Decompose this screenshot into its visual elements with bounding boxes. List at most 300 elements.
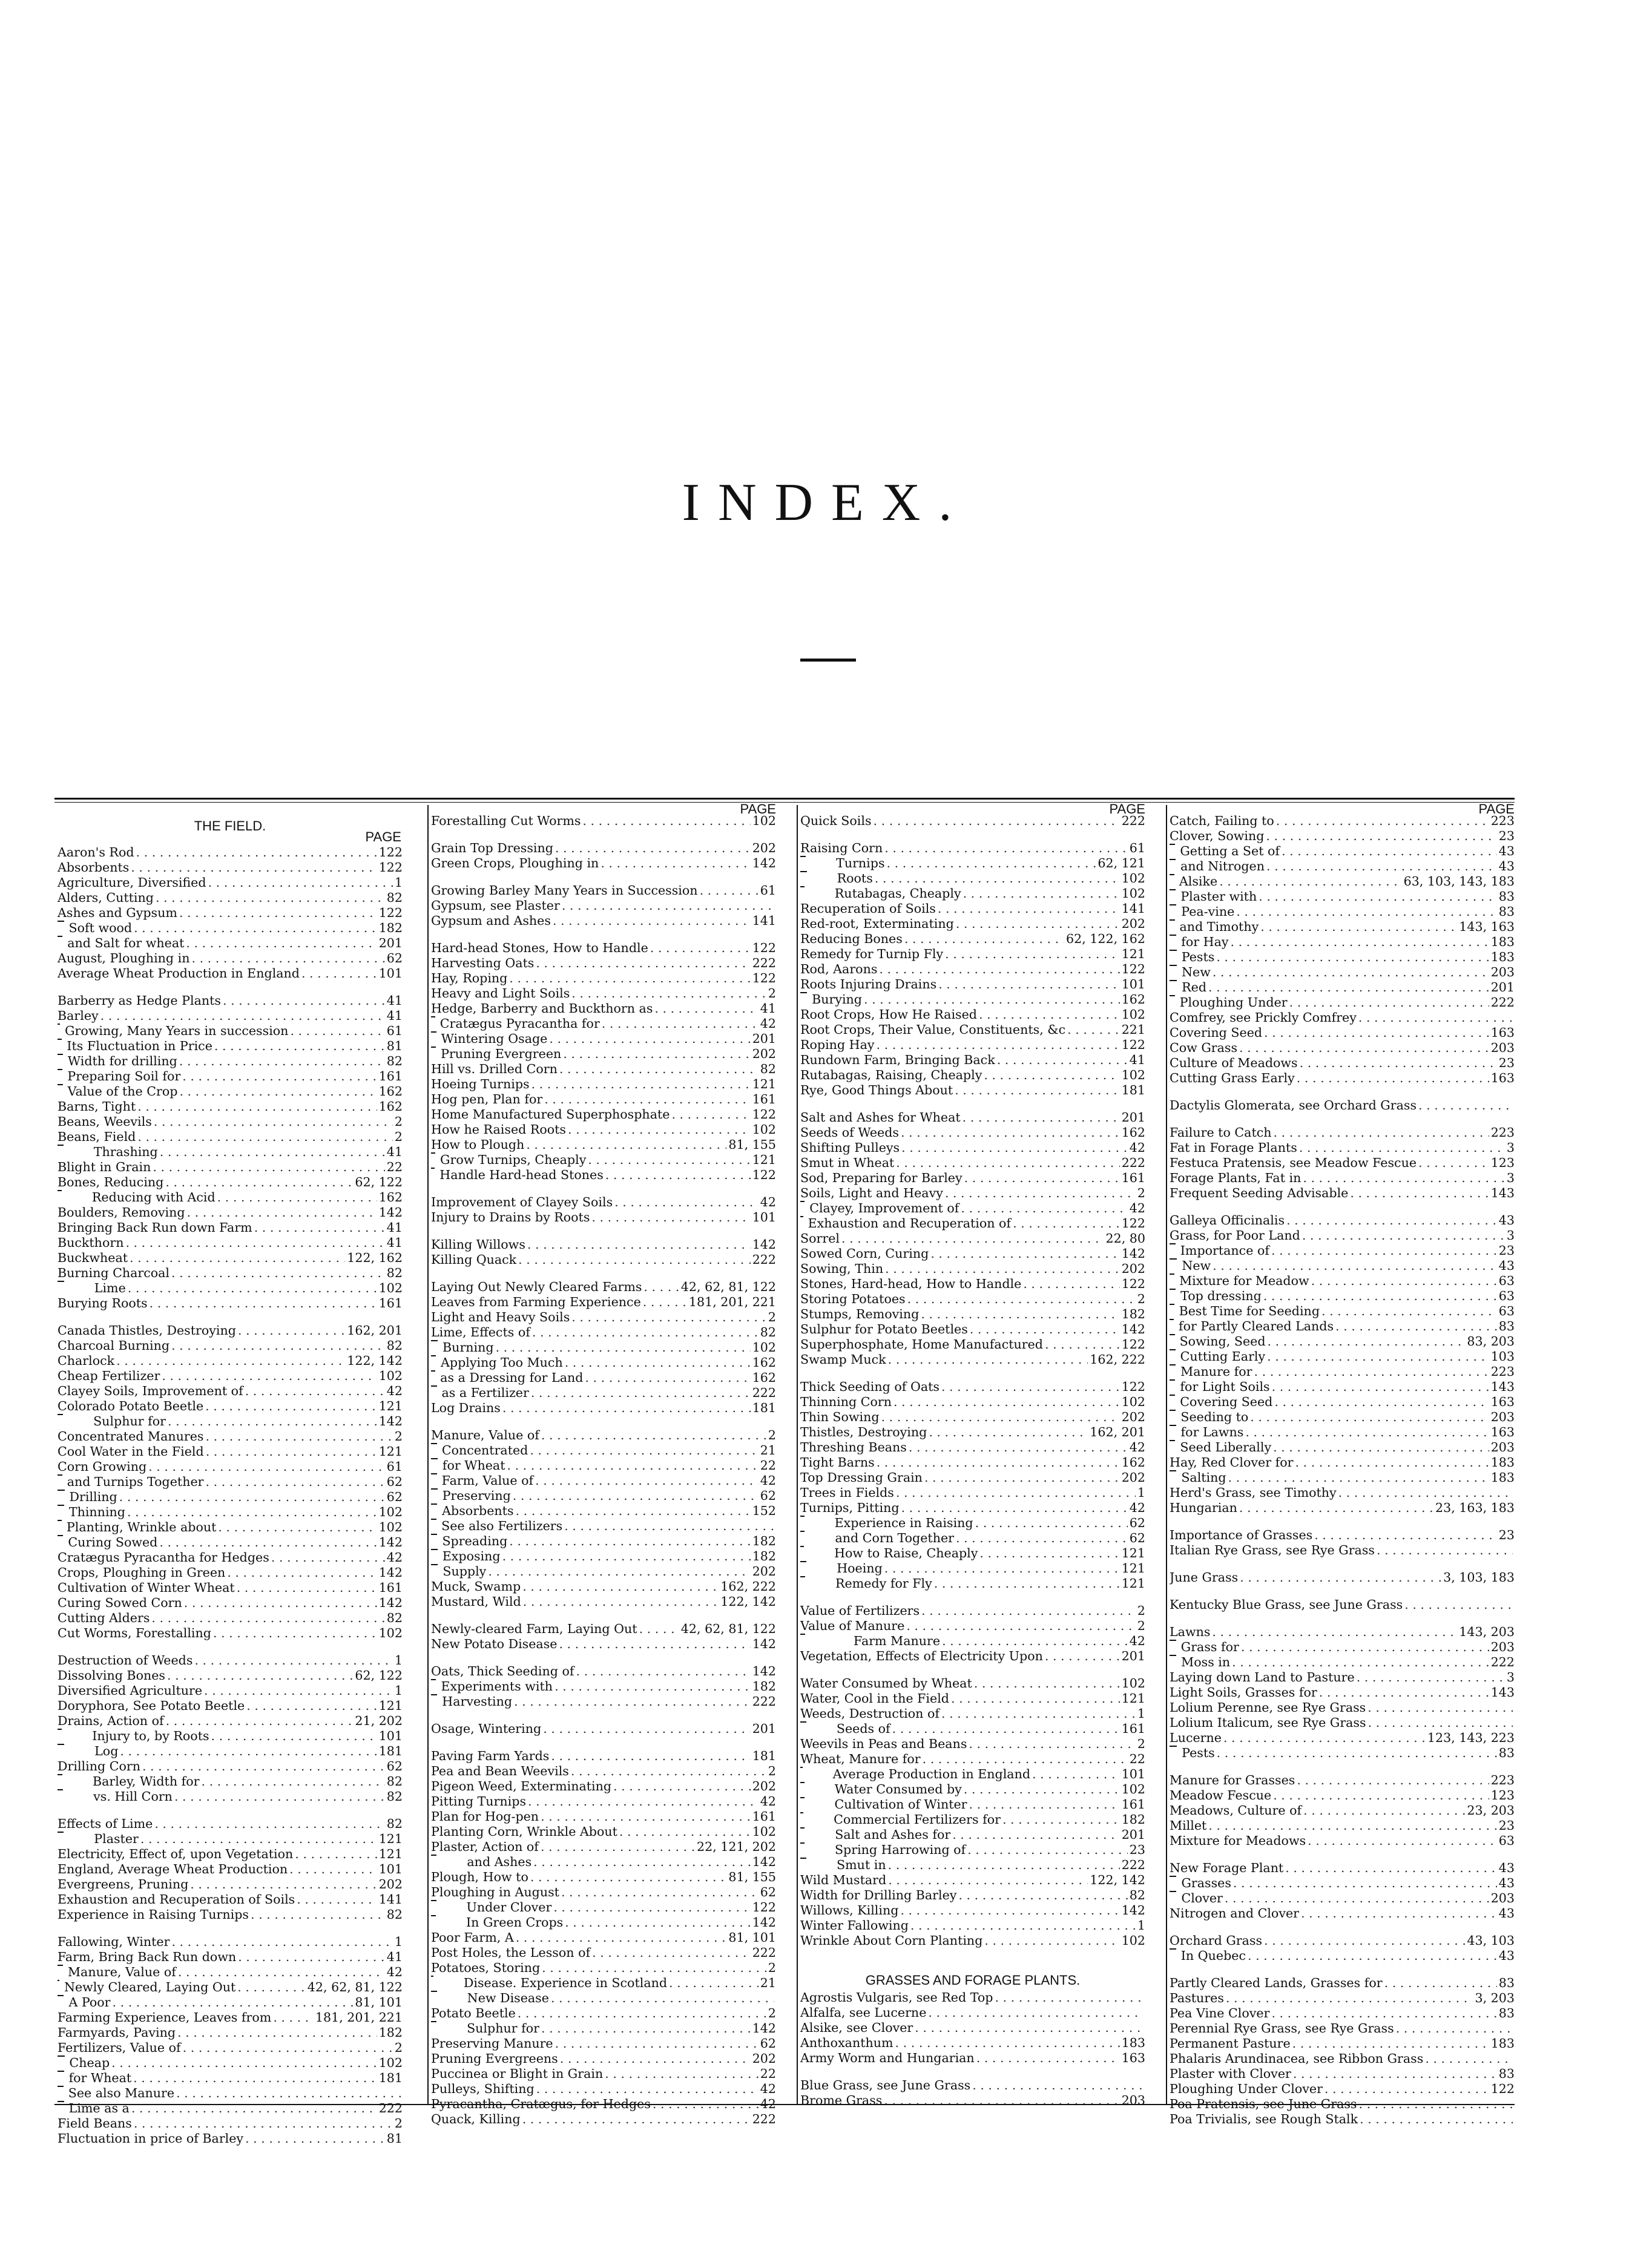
entry-term: Red-root, Exterminating	[800, 916, 954, 931]
index-entries	[431, 813, 776, 2127]
leader-dots	[148, 1459, 385, 1474]
index-column-3	[797, 801, 1145, 2108]
entry-term: Threshing Beans	[800, 1440, 907, 1454]
entry-page: 42	[386, 1384, 403, 1398]
index-entry	[1170, 1876, 1515, 1891]
leader-dots	[1245, 1425, 1489, 1440]
entry-page: 63	[1498, 1273, 1515, 1288]
entry-term: Cool Water in the Field	[58, 1444, 204, 1459]
index-entry	[1170, 1730, 1515, 1746]
index-entry	[800, 1873, 1145, 1888]
page-column-label: PAGE	[1109, 801, 1145, 817]
entry-page: 122	[1121, 1216, 1145, 1231]
entry-term: Plaster with	[1180, 889, 1257, 904]
entry-page: 23	[1498, 829, 1515, 843]
index-entry	[58, 1250, 403, 1266]
entry-term: vs. Hill Corn	[93, 1789, 173, 1804]
entry-page: 102	[1121, 871, 1145, 886]
index-entry	[800, 1990, 1145, 2005]
leader-dots	[178, 1965, 385, 1980]
entry-page: 1	[1137, 1485, 1145, 1500]
leader-dots	[154, 1114, 393, 1129]
leader-dots	[906, 1618, 1136, 1634]
entry-term: Barley	[58, 1008, 99, 1023]
index-entry	[431, 1824, 776, 1839]
index-entry	[58, 1550, 403, 1565]
entry-page: 102	[1121, 1933, 1145, 1948]
leader-dots	[945, 947, 1120, 962]
entry-page: 43	[1498, 1861, 1515, 1875]
index-entry	[431, 1960, 776, 1976]
index-entry	[800, 916, 1145, 932]
entry-page: 1	[1137, 1706, 1145, 1721]
entry-term: Seeds of Weeds	[800, 1125, 899, 1140]
entry-term: Sod, Preparing for Barley	[800, 1171, 963, 1185]
index-entry	[431, 1340, 776, 1355]
leader-dots	[884, 1561, 1120, 1576]
entry-term: Getting a Set of	[1180, 844, 1280, 858]
entry-term: Remedy for Fly	[835, 1576, 932, 1591]
entry-page: 183	[1490, 1455, 1515, 1470]
entry-term: Weeds, Destruction of	[800, 1706, 940, 1721]
entry-page: 81	[386, 2131, 403, 2146]
entry-term: Laying down Land to Pasture	[1170, 1670, 1355, 1684]
leader-dots	[1273, 1440, 1489, 1455]
entry-page: 122	[1121, 1277, 1145, 1291]
index-entry	[1170, 1528, 1515, 1543]
index-entry	[800, 1083, 1145, 1098]
leader-dots	[182, 1069, 377, 1084]
entry-term: Gypsum, see Plaster	[431, 898, 560, 913]
entry-term: Willows, Killing	[800, 1903, 899, 1917]
leader-dots	[1266, 829, 1496, 844]
entry-term: Concentrated Manures	[58, 1429, 204, 1444]
entry-page: 81, 155	[728, 1137, 776, 1152]
index-entry	[800, 1706, 1145, 1721]
leader-dots	[1236, 904, 1496, 919]
index-entry	[800, 932, 1145, 947]
entry-page: 222	[752, 1694, 776, 1709]
index-entry	[431, 956, 776, 971]
leader-dots	[297, 1892, 377, 1907]
entry-page: 183	[1490, 2036, 1515, 2051]
entry-term: Plaster	[94, 1832, 139, 1846]
leader-dots	[565, 1915, 750, 1930]
leader-dots	[1045, 1337, 1120, 1352]
entry-term: Root Crops, How He Raised	[800, 1007, 977, 1022]
entry-page: 3, 103, 183	[1443, 1570, 1515, 1585]
entry-page: 42	[1129, 1140, 1145, 1155]
entry-gap	[1170, 1848, 1515, 1861]
index-entry	[58, 1934, 403, 1950]
entry-page: 223	[1490, 1364, 1515, 1379]
index-entry	[58, 1220, 403, 1235]
entry-term: Quick Soils	[800, 813, 872, 828]
entry-term: Millet	[1170, 1818, 1207, 1833]
entry-term: Pruning Evergreens	[431, 2051, 558, 2066]
entry-page: 2	[1137, 1292, 1145, 1306]
entry-page: 162, 222	[1090, 1352, 1145, 1367]
entry-page: 42	[1129, 1634, 1145, 1648]
entry-term: A Poor	[68, 1995, 111, 2009]
leader-dots	[885, 1261, 1120, 1277]
leader-dots	[974, 1676, 1120, 1691]
index-entry	[431, 841, 776, 856]
entry-page: 42	[760, 1195, 776, 1209]
entry-term: as a Fertilizer	[441, 1385, 529, 1400]
index-entry	[800, 1500, 1145, 1516]
entry-term: Pruning Evergreen	[441, 1047, 562, 1061]
entry-term: Clayey, Improvement of	[809, 1201, 959, 1215]
entry-term: Cheap	[69, 2055, 110, 2070]
entry-term: Importance of Grasses	[1170, 1528, 1313, 1542]
leader-dots	[1285, 1861, 1497, 1876]
entry-page: 162	[378, 1084, 403, 1099]
entry-page: 2	[768, 1310, 776, 1324]
entry-page: 2	[394, 1114, 403, 1129]
index-entry	[431, 1092, 776, 1107]
entry-page: 142	[1121, 1903, 1145, 1917]
entry-page: 222	[752, 1945, 776, 1960]
entry-term: Soft wood	[68, 921, 133, 935]
entry-term: Clover, Sowing	[1170, 829, 1265, 843]
index-entry	[58, 1323, 403, 1338]
entry-term: Preserving Manure	[431, 2036, 553, 2051]
entry-page: 2	[394, 2116, 403, 2131]
index-entry	[431, 1579, 776, 1594]
index-entry	[800, 1918, 1145, 1933]
index-entry	[800, 1827, 1145, 1842]
entry-term: Width for drilling	[67, 1054, 177, 1068]
entry-term: Herd's Grass, see Timothy	[1170, 1485, 1337, 1500]
index-entry	[58, 1429, 403, 1444]
leader-dots	[963, 886, 1120, 901]
index-entry	[431, 2082, 776, 2097]
leader-dots	[530, 1870, 727, 1885]
index-entry	[58, 1235, 403, 1250]
entry-page: 102	[1121, 1068, 1145, 1082]
index-entry	[1170, 1670, 1515, 1685]
entry-page: 21, 202	[355, 1714, 403, 1728]
entry-term: Moss in	[1181, 1655, 1231, 1669]
entry-page: 3	[1506, 1670, 1515, 1684]
entry-page: 102	[752, 1340, 776, 1355]
index-entry	[58, 1668, 403, 1683]
entry-page: 142	[378, 1565, 403, 1580]
leader-dots	[961, 1201, 1127, 1216]
index-entry	[800, 1649, 1145, 1664]
leader-dots	[1264, 1025, 1489, 1040]
entry-term: Festuca Pratensis, see Meadow Fescue	[1170, 1155, 1417, 1170]
entry-term: Dissolving Bones	[58, 1668, 165, 1683]
entry-term: Lucerne	[1170, 1730, 1222, 1745]
entry-page: 161	[1121, 1721, 1145, 1736]
entry-term: for Light Soils	[1180, 1379, 1270, 1394]
entry-page: 102	[1121, 1782, 1145, 1796]
entry-term: Exhaustion and Recuperation of Soils	[58, 1892, 295, 1907]
leader-dots	[1303, 1171, 1505, 1186]
entry-gap	[1170, 1086, 1515, 1098]
leader-dots	[555, 841, 751, 856]
leader-dots	[100, 1008, 385, 1024]
entry-term: Burying Roots	[58, 1296, 148, 1310]
entry-term: Poa Pratensis, see June Grass	[1170, 2097, 1357, 2111]
entry-term: Roping Hay	[800, 1037, 875, 1052]
entry-page: 183	[1490, 935, 1515, 949]
leader-dots	[254, 1220, 385, 1235]
leader-dots	[555, 1679, 751, 1694]
entry-term: Barberry as Hedge Plants	[58, 993, 221, 1008]
leader-dots	[211, 1729, 377, 1744]
index-entry	[431, 1976, 776, 1991]
index-entry	[800, 1246, 1145, 1261]
entry-page: 162	[752, 1355, 776, 1370]
entry-term: Value of Manure	[800, 1618, 905, 1633]
entry-term: Seeds of	[836, 1721, 890, 1736]
entry-page: 63	[1498, 1304, 1515, 1318]
entry-term: Phalaris Arundinacea, see Ribbon Grass	[1170, 2051, 1424, 2066]
entry-term: Crops, Ploughing in Green	[58, 1565, 226, 1580]
leader-dots	[1297, 1773, 1489, 1788]
entry-term: Buckthorn	[58, 1235, 124, 1250]
entry-term: Drains, Action of	[58, 1714, 164, 1728]
entry-page: 42, 62, 81, 122	[680, 1280, 776, 1294]
leader-dots	[964, 1782, 1120, 1797]
index-entry	[800, 1440, 1145, 1455]
entry-term: Nitrogen and Clover	[1170, 1906, 1299, 1921]
entry-term: Galleya Officinalis	[1170, 1213, 1285, 1227]
leader-dots	[639, 1622, 679, 1637]
leader-dots	[955, 1083, 1120, 1098]
index-entry	[1170, 1213, 1515, 1228]
entry-term: Lolium Italicum, see Rye Grass	[1170, 1715, 1366, 1730]
entry-page: 42	[1129, 1440, 1145, 1454]
entry-term: Pea and Bean Weevils	[431, 1764, 569, 1778]
leader-dots	[1212, 1625, 1457, 1640]
entry-page: 83	[1498, 1319, 1515, 1333]
index-entry	[431, 1809, 776, 1824]
leader-dots	[532, 1325, 759, 1340]
entry-page: 162	[752, 1370, 776, 1385]
leader-dots	[541, 1428, 766, 1443]
entry-term: Oats, Thick Seeding of	[431, 1664, 574, 1678]
leader-dots	[1286, 1213, 1497, 1228]
leader-dots	[555, 2036, 759, 2051]
entry-gap	[800, 1948, 1145, 1960]
leader-dots	[1266, 859, 1497, 874]
index-entry	[431, 1310, 776, 1325]
entry-page: 102	[378, 2055, 403, 2070]
entry-term: Fluctuation in price of Barley	[58, 2131, 244, 2146]
entry-term: Superphosphate, Home Manufactured	[800, 1337, 1043, 1352]
leader-dots	[1248, 1948, 1497, 1963]
entry-term: for Wheat	[68, 2071, 132, 2085]
entry-term: Partly Cleared Lands, Grasses for	[1170, 1976, 1383, 1990]
leader-dots	[571, 1764, 766, 1779]
entry-gap	[431, 1225, 776, 1237]
index-entry	[800, 1516, 1145, 1531]
entry-page: 183	[1121, 2036, 1145, 2050]
entry-page: 42	[386, 1550, 403, 1565]
entry-term: Reducing with Acid	[91, 1190, 216, 1204]
entry-page: 83	[1498, 1976, 1515, 1990]
leader-dots	[875, 871, 1120, 886]
entry-page: 21	[760, 1443, 776, 1457]
entry-page: 163	[1490, 1425, 1515, 1439]
entry-gap	[431, 1709, 776, 1721]
entry-term: Hill vs. Drilled Corn	[431, 1062, 558, 1076]
entry-page: 81, 101	[728, 1930, 776, 1945]
leader-dots	[140, 1832, 377, 1847]
index-entry	[431, 1458, 776, 1473]
entry-term: Absorbents	[442, 1503, 514, 1518]
index-entry	[1170, 1715, 1515, 1730]
entry-term: Farm, Value of	[441, 1473, 534, 1488]
leader-dots	[502, 1549, 751, 1564]
entry-term: Rutabagas, Raising, Cheaply	[800, 1068, 982, 1082]
leader-dots	[1067, 1022, 1120, 1037]
leader-dots	[896, 1155, 1119, 1171]
leader-dots	[963, 1110, 1120, 1125]
entry-term: Turnips, Pitting	[800, 1500, 900, 1515]
index-entry	[800, 2078, 1145, 2093]
index-entry	[58, 2055, 403, 2071]
entry-term: Water Consumed by Wheat	[800, 1676, 972, 1691]
entry-term: Lime	[94, 1281, 126, 1295]
index-entry	[431, 1519, 776, 1534]
entry-term: Sulphur for	[467, 2021, 539, 2036]
entry-term: Wintering Osage	[441, 1031, 548, 1046]
leader-dots	[1045, 1649, 1120, 1664]
index-entry	[1170, 1655, 1515, 1670]
entry-page: 121	[378, 1832, 403, 1846]
entry-page: 122	[752, 941, 776, 955]
entry-gap	[431, 1737, 776, 1749]
entry-term: Drilling Corn	[58, 1759, 140, 1773]
entry-term: and Nitrogen	[1180, 859, 1265, 873]
entry-page: 42	[386, 1965, 403, 1979]
entry-page: 202	[752, 841, 776, 855]
entry-page: 102	[1121, 1676, 1145, 1691]
index-entry	[431, 1622, 776, 1637]
index-entry	[58, 1877, 403, 1892]
index-entry	[1170, 2051, 1515, 2066]
entry-page: 122	[1490, 2082, 1515, 2096]
entry-term: Cultivation of Winter Wheat	[58, 1580, 235, 1595]
leader-dots	[1297, 1071, 1489, 1086]
index-entry	[431, 1764, 776, 1779]
entry-page: 43, 103	[1467, 1933, 1515, 1948]
entry-page: 181	[378, 2071, 403, 2085]
entry-term: Alsike	[1179, 874, 1218, 889]
entry-term: Potatoes, Storing	[431, 1960, 541, 1975]
entry-page: 201	[1121, 1110, 1145, 1125]
leader-dots	[1208, 980, 1489, 995]
index-entry	[58, 1459, 403, 1474]
index-entry	[431, 1385, 776, 1401]
entry-page: 161	[378, 1296, 403, 1310]
entry-term: Farm Manure	[854, 1634, 941, 1648]
entry-page: 82	[1129, 1888, 1145, 1902]
entry-page: 122	[1121, 1037, 1145, 1052]
index-entry	[58, 936, 403, 951]
entry-term: Lolium Perenne, see Rye Grass	[1170, 1700, 1366, 1715]
entry-page: 161	[1121, 1797, 1145, 1812]
entry-page: 222	[752, 1252, 776, 1267]
entry-gap	[1170, 1921, 1515, 1933]
entry-page: 102	[378, 1281, 403, 1295]
index-entry	[800, 1842, 1145, 1858]
entry-page: 123, 143, 223	[1427, 1730, 1515, 1745]
leader-dots	[921, 1603, 1136, 1618]
entry-term: In Green Crops	[466, 1915, 564, 1930]
index-entry	[58, 2071, 403, 2086]
entry-term: Bringing Back Run down Farm	[58, 1220, 252, 1235]
leader-dots	[1300, 1056, 1497, 1071]
leader-dots	[1358, 1010, 1513, 1025]
entry-term: Best Time for Seeding	[1179, 1304, 1320, 1318]
entry-page: 121	[1121, 1561, 1145, 1576]
index-entry	[800, 962, 1145, 977]
leader-dots	[1273, 1788, 1489, 1803]
section-heading: THE FIELD.	[194, 818, 266, 833]
entry-term: Root Crops, Their Value, Constituents, &c	[800, 1022, 1066, 1037]
entry-page: 162	[1121, 1455, 1145, 1470]
leader-dots	[171, 1934, 392, 1950]
index-entry	[431, 1152, 776, 1168]
index-entry	[58, 1414, 403, 1429]
entry-term: Roots	[837, 871, 873, 886]
entry-page: 141	[752, 913, 776, 928]
leader-dots	[1404, 1597, 1513, 1612]
index-entry	[431, 1077, 776, 1092]
entry-term: See also Manure	[68, 2086, 175, 2100]
leader-dots	[119, 1490, 385, 1505]
entry-page: 42	[760, 1473, 776, 1488]
entry-page: 203	[1490, 1410, 1515, 1424]
index-entry	[800, 1676, 1145, 1691]
index-entry	[431, 1945, 776, 1960]
leader-dots	[970, 1322, 1120, 1337]
leader-dots	[137, 1099, 377, 1114]
leader-dots	[166, 1714, 354, 1729]
index-entry	[800, 1352, 1145, 1367]
entry-page: 223	[1490, 813, 1515, 828]
entry-term: Cutting Early	[1180, 1349, 1266, 1364]
leader-dots	[1282, 844, 1497, 859]
entry-page: 41	[386, 1145, 403, 1159]
index-entry	[58, 1816, 403, 1832]
index-entry	[58, 2101, 403, 2116]
leader-dots	[563, 1047, 750, 1062]
entry-term: Light Soils, Grasses for	[1170, 1685, 1317, 1700]
index-entry	[431, 2066, 776, 2082]
index-entry	[431, 1252, 776, 1267]
leader-dots	[116, 1353, 345, 1369]
entry-page: 2	[394, 1129, 403, 1144]
entry-term: Red	[1182, 980, 1207, 994]
leader-dots	[522, 1579, 719, 1594]
index-entry	[58, 1266, 403, 1281]
leader-dots	[904, 932, 1064, 947]
index-entry	[800, 2020, 1145, 2036]
entry-term: Swamp Muck	[800, 1352, 886, 1367]
leader-dots	[246, 1698, 377, 1714]
entry-term: New	[1181, 965, 1211, 979]
leader-dots	[513, 1488, 759, 1503]
index-entry	[431, 1839, 776, 1855]
entry-page: 1	[394, 1934, 403, 1949]
